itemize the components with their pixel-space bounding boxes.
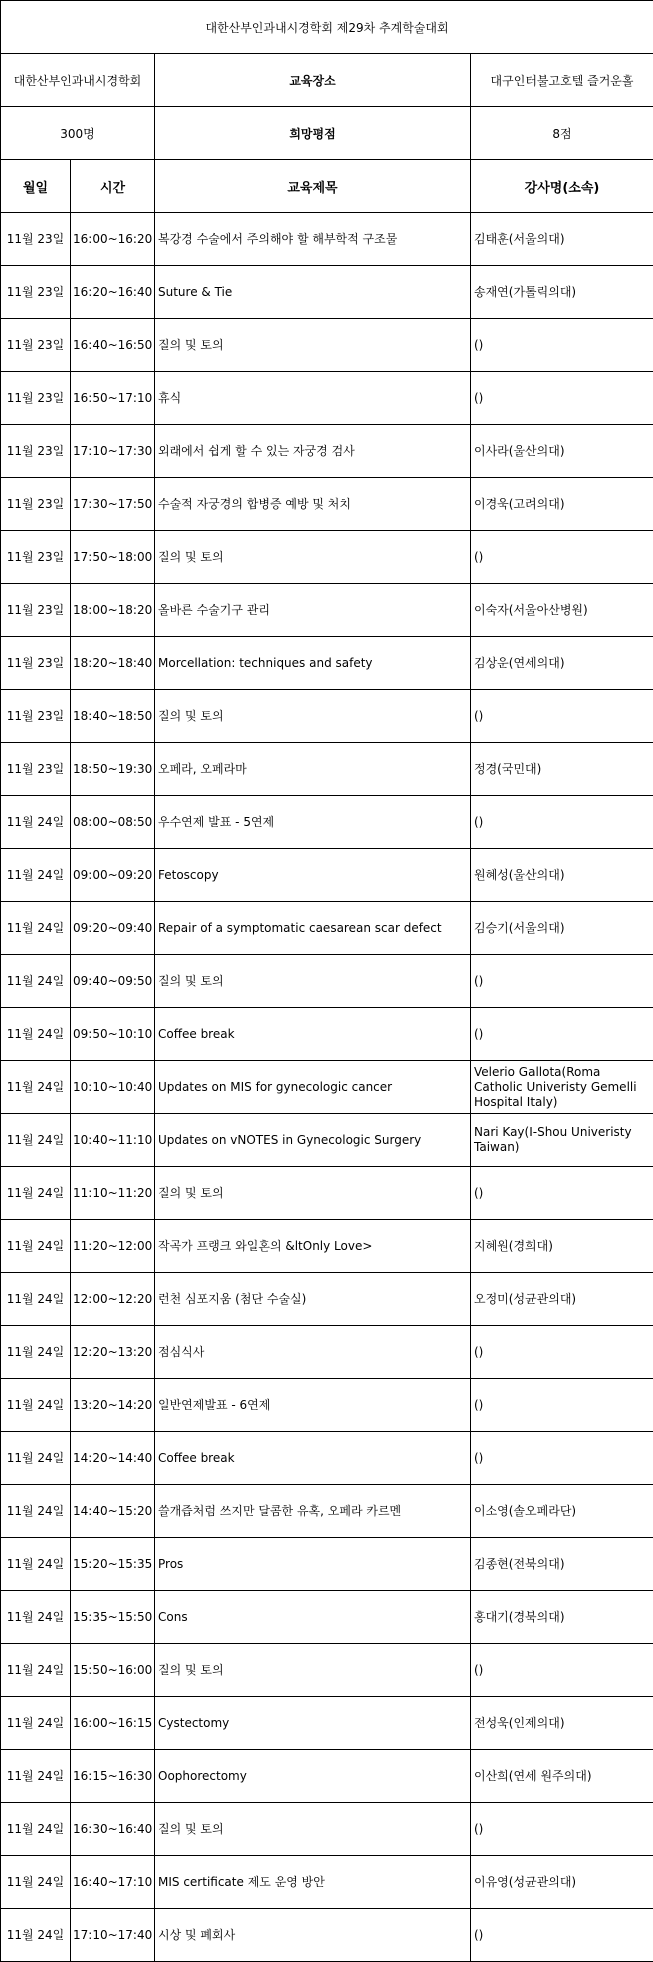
cell-lecturer: () [471,1803,653,1856]
table-row [1,1061,653,1114]
cell-subject: 쓸개즙처럼 쓰지만 달콤한 유혹, 오페라 카르멘 [155,1485,471,1538]
cell-time: 16:40~16:50 [71,319,155,372]
cell-lecturer: () [471,1432,653,1485]
table-row [1,902,653,955]
table-row [1,1856,653,1909]
cell-date: 11월 23일 [1,372,71,425]
cell-lecturer: 이소영(솔오페라단) [471,1485,653,1538]
table-row [1,1167,653,1220]
cell-subject: 오페라, 오페라마 [155,743,471,796]
cell-time: 17:10~17:30 [71,425,155,478]
title-row [1,1,653,54]
cell-time: 12:00~12:20 [71,1273,155,1326]
cell-subject: 질의 및 토의 [155,955,471,1008]
cell-lecturer: () [471,690,653,743]
table-row [1,425,653,478]
cell-date: 11월 23일 [1,266,71,319]
cell-date: 11월 24일 [1,1591,71,1644]
table-row [1,1697,653,1750]
cell-date: 11월 24일 [1,1273,71,1326]
cell-date: 11월 24일 [1,1750,71,1803]
cell-subject: 우수연제 발표 - 5연제 [155,796,471,849]
cell-lecturer: Nari Kay(I-Shou Univeristy Taiwan) [471,1114,653,1167]
venue-row [1,54,653,107]
cell-time: 11:10~11:20 [71,1167,155,1220]
cell-lecturer: 김종현(전북의대) [471,1538,653,1591]
cell-date: 11월 23일 [1,319,71,372]
cell-subject: Updates on vNOTES in Gynecologic Surgery [155,1114,471,1167]
cell-time: 17:30~17:50 [71,478,155,531]
cell-lecturer: 이경욱(고려의대) [471,478,653,531]
cell-time: 15:20~15:35 [71,1538,155,1591]
cell-subject: Coffee break [155,1008,471,1061]
cell-subject: MIS certificate 제도 운영 방안 [155,1856,471,1909]
cell-time: 16:50~17:10 [71,372,155,425]
cell-date: 11월 24일 [1,1379,71,1432]
cell-lecturer: () [471,955,653,1008]
cell-time: 17:10~17:40 [71,1909,155,1962]
cell-time: 15:35~15:50 [71,1591,155,1644]
cell-time: 15:50~16:00 [71,1644,155,1697]
cell-date: 11월 24일 [1,1326,71,1379]
cell-date: 11월 24일 [1,1114,71,1167]
table-row [1,1644,653,1697]
table-row [1,1538,653,1591]
table-row [1,1273,653,1326]
cell-subject: Morcellation: techniques and safety [155,637,471,690]
cell-lecturer: 송재연(가톨릭의대) [471,266,653,319]
cell-time: 16:40~17:10 [71,1856,155,1909]
cell-time: 11:20~12:00 [71,1220,155,1273]
cell-lecturer: () [471,1909,653,1962]
cell-lecturer: () [471,1167,653,1220]
table-row [1,637,653,690]
event-title: 대한산부인과내시경학회 제29차 추계학술대회 [1,1,653,54]
cell-lecturer: 이사라(울산의대) [471,425,653,478]
table-row [1,319,653,372]
cell-date: 11월 24일 [1,1856,71,1909]
cell-subject: 질의 및 토의 [155,1644,471,1697]
cell-date: 11월 24일 [1,1644,71,1697]
capacity-row [1,107,653,160]
table-row [1,1326,653,1379]
cell-lecturer: () [471,319,653,372]
cell-date: 11월 24일 [1,849,71,902]
cell-date: 11월 24일 [1,1220,71,1273]
cell-lecturer: Velerio Gallota(Roma Catholic Univeristy Gemelli Hospital Italy) [471,1061,653,1114]
cell-subject: 작곡가 프랭크 와일혼의 &ltOnly Love> [155,1220,471,1273]
cell-lecturer: 김태훈(서울의대) [471,213,653,266]
header-row [1,160,653,213]
cell-date: 11월 23일 [1,478,71,531]
organization: 대한산부인과내시경학회 [1,54,155,107]
header-date: 월일 [1,160,71,213]
table-row [1,849,653,902]
cell-date: 11월 24일 [1,1432,71,1485]
cell-lecturer: () [471,1379,653,1432]
cell-subject: Repair of a symptomatic caesarean scar defect [155,902,471,955]
cell-date: 11월 24일 [1,902,71,955]
table-row [1,1803,653,1856]
cell-lecturer: 김상운(연세의대) [471,637,653,690]
cell-date: 11월 24일 [1,1909,71,1962]
cell-subject: Coffee break [155,1432,471,1485]
cell-time: 16:00~16:15 [71,1697,155,1750]
cell-lecturer: 김승기(서울의대) [471,902,653,955]
cell-time: 12:20~13:20 [71,1326,155,1379]
cell-date: 11월 24일 [1,1697,71,1750]
cell-lecturer: 홍대기(경북의대) [471,1591,653,1644]
cell-time: 14:40~15:20 [71,1485,155,1538]
cell-date: 11월 24일 [1,1167,71,1220]
cell-subject: 수술적 자궁경의 합병증 예방 및 처치 [155,478,471,531]
cell-subject: Fetoscopy [155,849,471,902]
cell-time: 18:00~18:20 [71,584,155,637]
cell-subject: 질의 및 토의 [155,319,471,372]
cell-date: 11월 24일 [1,796,71,849]
table-row [1,1485,653,1538]
header-time: 시간 [71,160,155,213]
cell-lecturer: 오정미(성균관의대) [471,1273,653,1326]
cell-lecturer: () [471,1008,653,1061]
cell-lecturer: 이유영(성균관의대) [471,1856,653,1909]
cell-date: 11월 23일 [1,637,71,690]
cell-lecturer: 이산희(연세 원주의대) [471,1750,653,1803]
cell-date: 11월 23일 [1,213,71,266]
table-row [1,1591,653,1644]
cell-date: 11월 24일 [1,955,71,1008]
table-row [1,955,653,1008]
cell-time: 18:20~18:40 [71,637,155,690]
cell-subject: 복강경 수술에서 주의해야 할 해부학적 구조물 [155,213,471,266]
table-row [1,372,653,425]
cell-time: 16:00~16:20 [71,213,155,266]
cell-lecturer: () [471,372,653,425]
table-row [1,743,653,796]
cell-subject: 런천 심포지움 (첨단 수술실) [155,1273,471,1326]
cell-subject: 질의 및 토의 [155,1803,471,1856]
cell-subject: 휴식 [155,372,471,425]
cell-time: 14:20~14:40 [71,1432,155,1485]
cell-lecturer: () [471,796,653,849]
cell-subject: Cystectomy [155,1697,471,1750]
cell-time: 10:40~11:10 [71,1114,155,1167]
cell-date: 11월 24일 [1,1803,71,1856]
cell-time: 18:40~18:50 [71,690,155,743]
cell-subject: Pros [155,1538,471,1591]
table-row [1,1432,653,1485]
cell-time: 17:50~18:00 [71,531,155,584]
cell-lecturer: 지혜원(경희대) [471,1220,653,1273]
venue-value: 대구인터불고호텔 즐거운홀 [471,54,653,107]
cell-lecturer: 이숙자(서울아산병원) [471,584,653,637]
score-label: 희망평점 [155,107,471,160]
cell-time: 18:50~19:30 [71,743,155,796]
cell-date: 11월 24일 [1,1061,71,1114]
cell-lecturer: 정경(국민대) [471,743,653,796]
table-row [1,478,653,531]
cell-date: 11월 23일 [1,743,71,796]
cell-subject: 질의 및 토의 [155,690,471,743]
cell-subject: 질의 및 토의 [155,531,471,584]
capacity: 300명 [1,107,155,160]
cell-time: 16:30~16:40 [71,1803,155,1856]
cell-subject: 시상 및 폐회사 [155,1909,471,1962]
cell-subject: 점심식사 [155,1326,471,1379]
cell-time: 10:10~10:40 [71,1061,155,1114]
cell-time: 09:40~09:50 [71,955,155,1008]
score-value: 8점 [471,107,653,160]
cell-subject: Oophorectomy [155,1750,471,1803]
cell-subject: 올바른 수술기구 관리 [155,584,471,637]
cell-date: 11월 24일 [1,1538,71,1591]
cell-lecturer: () [471,1326,653,1379]
table-row [1,1114,653,1167]
table-row [1,1220,653,1273]
cell-time: 08:00~08:50 [71,796,155,849]
table-row [1,1909,653,1962]
cell-time: 16:20~16:40 [71,266,155,319]
cell-lecturer: () [471,1644,653,1697]
table-row [1,690,653,743]
cell-subject: Suture & Tie [155,266,471,319]
table-row [1,1750,653,1803]
table-row [1,1379,653,1432]
table-row [1,213,653,266]
cell-lecturer: () [471,531,653,584]
cell-subject: 일반연제발표 - 6연제 [155,1379,471,1432]
cell-time: 13:20~14:20 [71,1379,155,1432]
cell-subject: 질의 및 토의 [155,1167,471,1220]
cell-time: 09:00~09:20 [71,849,155,902]
cell-time: 09:50~10:10 [71,1008,155,1061]
cell-date: 11월 23일 [1,425,71,478]
cell-lecturer: 전성욱(인제의대) [471,1697,653,1750]
header-subject: 교육제목 [155,160,471,213]
venue-label: 교육장소 [155,54,471,107]
header-lecturer: 강사명(소속) [471,160,653,213]
table-row [1,796,653,849]
cell-date: 11월 24일 [1,1008,71,1061]
cell-subject: Cons [155,1591,471,1644]
cell-date: 11월 23일 [1,690,71,743]
table-row [1,1008,653,1061]
cell-time: 16:15~16:30 [71,1750,155,1803]
cell-date: 11월 23일 [1,584,71,637]
cell-date: 11월 24일 [1,1485,71,1538]
cell-time: 09:20~09:40 [71,902,155,955]
cell-lecturer: 원혜성(울산의대) [471,849,653,902]
table-row [1,531,653,584]
cell-subject: Updates on MIS for gynecologic cancer [155,1061,471,1114]
table-row [1,584,653,637]
cell-subject: 외래에서 쉽게 할 수 있는 자궁경 검사 [155,425,471,478]
table-row [1,266,653,319]
cell-date: 11월 23일 [1,531,71,584]
